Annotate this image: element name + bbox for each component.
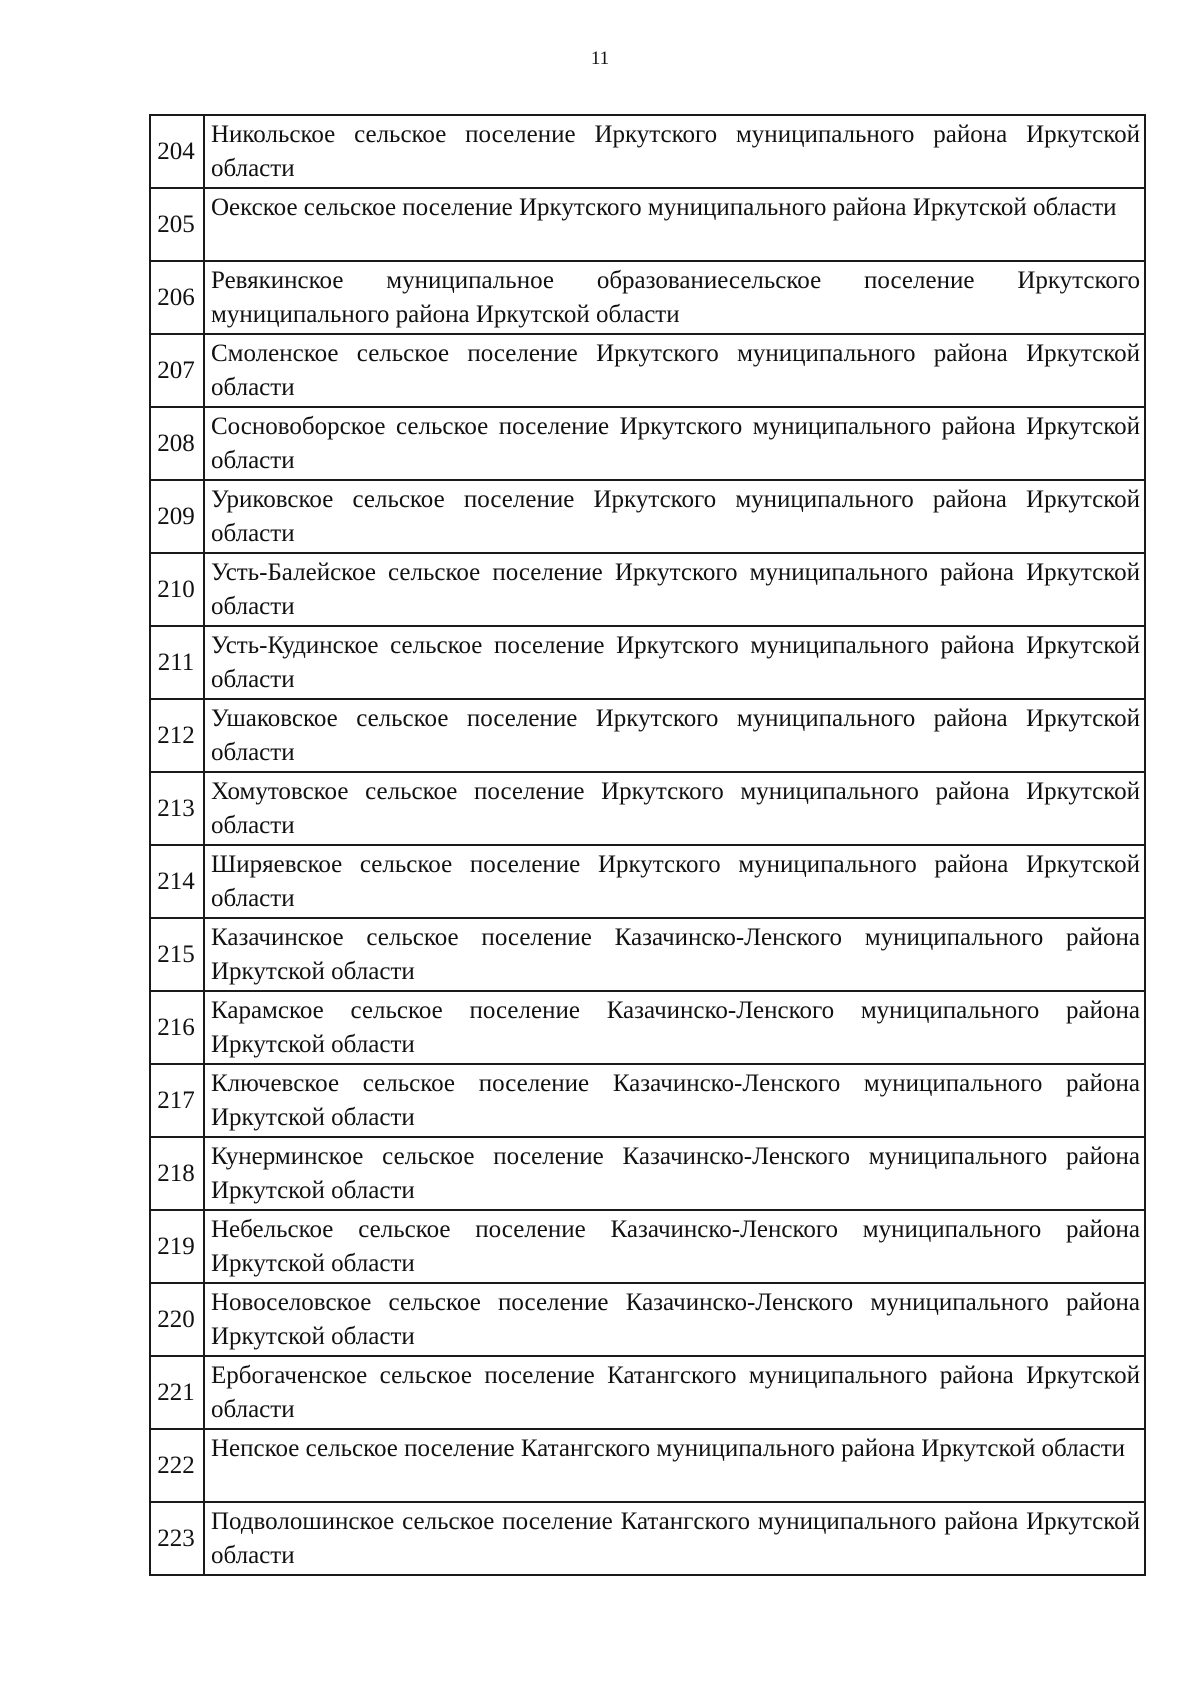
row-number: 222 bbox=[151, 1430, 205, 1501]
table-row bbox=[151, 260, 1144, 333]
row-number: 215 bbox=[151, 919, 205, 990]
table-row bbox=[151, 1136, 1144, 1209]
row-number: 207 bbox=[151, 335, 205, 406]
table-row bbox=[151, 406, 1144, 479]
table-row bbox=[151, 1063, 1144, 1136]
table-row bbox=[151, 917, 1144, 990]
settlement-name: Усть-Балейское сельское поселение Иркутского муниципального района Иркутской области bbox=[211, 559, 1140, 620]
row-number: 206 bbox=[151, 262, 205, 333]
table-row bbox=[151, 990, 1144, 1063]
settlement-name: Ушаковское сельское поселение Иркутского муниципального района Иркутской области bbox=[211, 705, 1140, 766]
row-number: 217 bbox=[151, 1065, 205, 1136]
settlement-name: Сосновоборское сельское поселение Иркутского муниципального района Иркутской области bbox=[211, 413, 1140, 474]
row-number: 209 bbox=[151, 481, 205, 552]
settlement-name: Ключевское сельское поселение Казачинско-Ленского муниципального района Иркутской области bbox=[211, 1070, 1140, 1131]
page-number: 11 bbox=[590, 48, 610, 69]
settlement-name: Уриковское сельское поселение Иркутского муниципального района Иркутской области bbox=[211, 486, 1140, 547]
settlement-name: Смоленское сельское поселение Иркутского муниципального района Иркутской области bbox=[211, 340, 1140, 401]
row-number: 221 bbox=[151, 1357, 205, 1428]
row-number: 211 bbox=[151, 627, 205, 698]
table-row bbox=[151, 479, 1144, 552]
table-row bbox=[151, 625, 1144, 698]
row-number: 218 bbox=[151, 1138, 205, 1209]
row-number: 208 bbox=[151, 408, 205, 479]
settlement-name: Небельское сельское поселение Казачинско-Ленского муниципального района Иркутской области bbox=[211, 1216, 1140, 1277]
table-row bbox=[151, 1209, 1144, 1282]
table-row bbox=[151, 771, 1144, 844]
settlement-table bbox=[149, 114, 1146, 1576]
settlement-name: Новоселовское сельское поселение Казачинско-Ленского муниципального района Иркутской области bbox=[211, 1289, 1140, 1350]
row-number: 220 bbox=[151, 1284, 205, 1355]
settlement-name: Кунерминское сельское поселение Казачинско-Ленского муниципального района Иркутской области bbox=[211, 1143, 1140, 1204]
settlement-name: Ширяевское сельское поселение Иркутского муниципального района Иркутской области bbox=[211, 851, 1140, 912]
table-row bbox=[151, 844, 1144, 917]
settlement-name: Подволошинское сельское поселение Катангского муниципального района Иркутской области bbox=[211, 1508, 1140, 1569]
table-row bbox=[151, 1501, 1144, 1574]
row-number: 212 bbox=[151, 700, 205, 771]
row-number: 219 bbox=[151, 1211, 205, 1282]
table-row bbox=[151, 333, 1144, 406]
table-row bbox=[151, 187, 1144, 260]
settlement-name: Казачинское сельское поселение Казачинско-Ленского муниципального района Иркутской области bbox=[211, 924, 1140, 985]
settlement-name: Ербогаченское сельское поселение Катангского муниципального района Иркутской области bbox=[211, 1362, 1140, 1423]
settlement-name: Карамское сельское поселение Казачинско-Ленского муниципального района Иркутской области bbox=[211, 997, 1140, 1058]
settlement-name: Оекское сельское поселение Иркутского муниципального района Иркутской области bbox=[211, 194, 1117, 221]
row-number: 205 bbox=[151, 189, 205, 260]
row-number: 213 bbox=[151, 773, 205, 844]
table-row bbox=[151, 698, 1144, 771]
settlement-name: Никольское сельское поселение Иркутского муниципального района Иркутской области bbox=[211, 121, 1140, 182]
settlement-name: Ревякинское муниципальное образованиесельское поселение Иркутского муниципального района Иркутской области bbox=[211, 267, 1140, 328]
row-number: 214 bbox=[151, 846, 205, 917]
table-row bbox=[151, 1428, 1144, 1501]
settlement-name: Непское сельское поселение Катангского муниципального района Иркутской области bbox=[211, 1435, 1126, 1462]
table-row bbox=[151, 1282, 1144, 1355]
settlement-name: Усть-Кудинское сельское поселение Иркутского муниципального района Иркутской области bbox=[211, 632, 1140, 693]
row-number: 210 bbox=[151, 554, 205, 625]
row-number: 216 bbox=[151, 992, 205, 1063]
row-number: 223 bbox=[151, 1503, 205, 1574]
settlement-name: Хомутовское сельское поселение Иркутского муниципального района Иркутской области bbox=[211, 778, 1140, 839]
table-row bbox=[151, 552, 1144, 625]
row-number: 204 bbox=[151, 116, 205, 187]
table-row bbox=[151, 116, 1144, 187]
table-row bbox=[151, 1355, 1144, 1428]
